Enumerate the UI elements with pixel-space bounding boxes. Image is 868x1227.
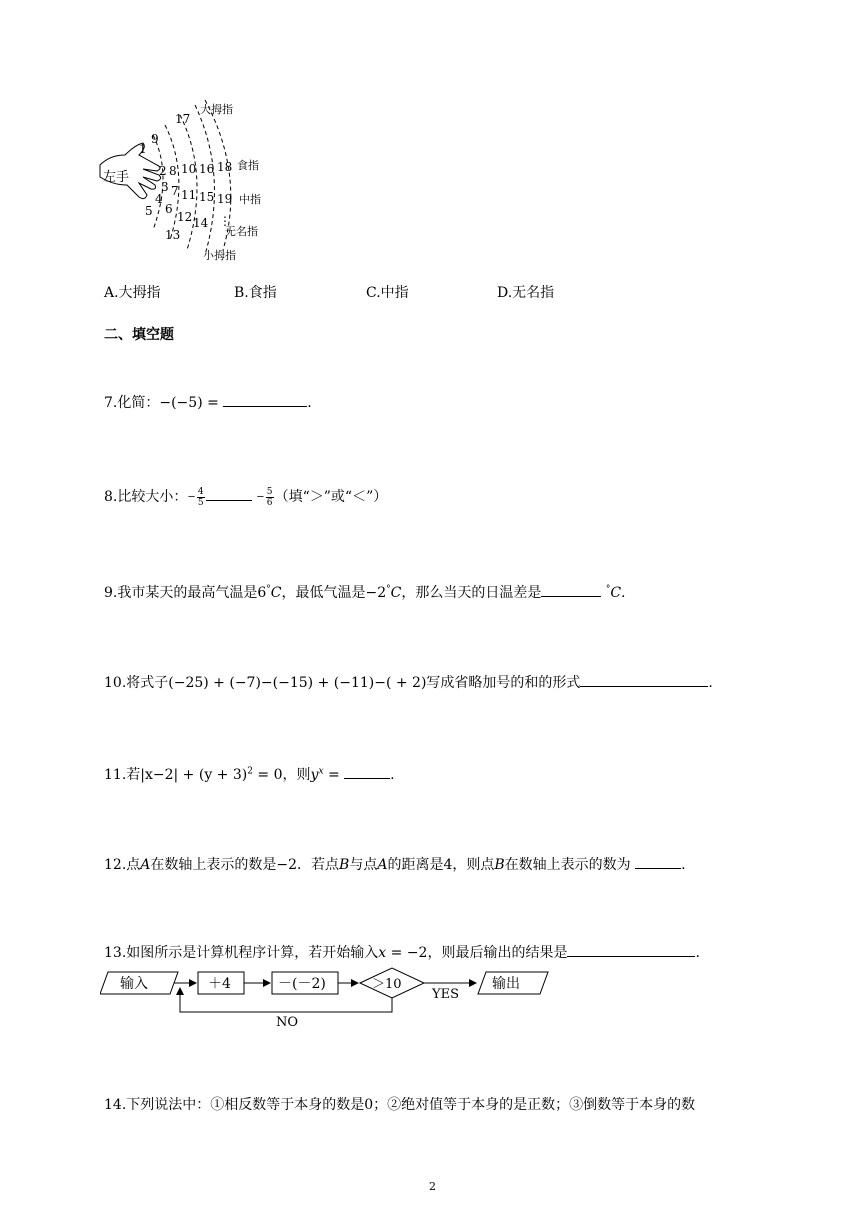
label-middle: 中指	[239, 193, 261, 206]
q8-neg1: −	[187, 491, 196, 503]
num-10: 10	[181, 162, 197, 176]
condition-label: ＞10	[372, 977, 402, 992]
q13-prefix: 13.如图所示是计算机程序计算，若开始输入	[104, 945, 379, 961]
question-14: 14.下列说法中：①相反数等于本身的数是0；②绝对值等于本身的是正数；③倒数等于本身的数	[104, 1097, 696, 1113]
section-title: 二、填空题	[104, 327, 174, 343]
q9-deg2: °	[386, 584, 391, 595]
question-7	[104, 392, 312, 412]
q12-text6: ，则点	[452, 857, 495, 873]
q9-unit2: C	[390, 585, 402, 601]
num-8: 8	[169, 164, 177, 178]
answer-blank[interactable]	[344, 777, 390, 779]
num-9: 9	[151, 132, 159, 146]
flowchart	[100, 966, 560, 1032]
num-5: 5	[145, 204, 153, 218]
hand-figure	[95, 95, 275, 270]
q12-text5: 的距离是	[387, 857, 444, 873]
no-label: NO	[276, 1015, 299, 1030]
answer-blank[interactable]	[206, 499, 252, 501]
page-number: 2	[429, 1180, 436, 1193]
option-a: A.大拇指	[104, 285, 161, 301]
num-18: 18	[217, 160, 233, 174]
num-2: 2	[159, 164, 167, 178]
num-4: 4	[155, 192, 163, 206]
q11-suffix: .	[390, 767, 395, 783]
q12-text1: 12.点	[104, 857, 141, 873]
num-13: 13	[165, 228, 181, 242]
answer-blank[interactable]	[580, 685, 708, 687]
num-3: 3	[161, 180, 169, 194]
num-12: 12	[177, 210, 193, 224]
q7-expr: −(−5) =	[159, 395, 219, 411]
frac2-num: 5	[266, 486, 273, 497]
q13-suffix: .	[695, 945, 700, 961]
q12-text2: 在数轴上表示的数是	[150, 857, 277, 873]
q12-A1: A	[140, 857, 151, 873]
question-9	[104, 582, 625, 602]
q8-suffix: （填“＞”或“＜”）	[274, 489, 388, 505]
q12-text7: 在数轴上表示的数为	[504, 857, 631, 873]
add-label: ＋4	[208, 976, 231, 992]
question-12	[104, 854, 686, 874]
num-16: 16	[199, 162, 215, 176]
num-6: 6	[165, 202, 173, 216]
q8-prefix: 8.比较大小：	[104, 489, 188, 505]
q13-x: x	[378, 945, 387, 961]
q12-v2: 4	[443, 857, 453, 873]
q11-exp: 2	[247, 766, 253, 777]
q12-text3: ．若点	[297, 857, 340, 873]
input-label: 输入	[120, 976, 148, 992]
q9-prefix: 9.我市某天的最高气温是	[104, 585, 258, 601]
q11-x: x	[318, 766, 324, 777]
q9-deg3: °	[605, 584, 611, 595]
q7-prefix: 7.化简：	[104, 395, 160, 411]
q9-t1: 6	[257, 585, 267, 601]
num-dots: ⋮	[219, 214, 231, 228]
q9-t2: −2	[365, 585, 387, 601]
left-hand-label: 左手	[103, 170, 130, 185]
sub-label: －(－2)	[278, 976, 326, 992]
q12-A2: A	[377, 857, 388, 873]
label-thumb: 大拇指	[200, 103, 233, 116]
q13-val: = −2	[386, 945, 428, 961]
num-11: 11	[181, 188, 197, 202]
q10-expr: (−25) + (−7)−(−15) + (−11)−( + 2)	[168, 675, 427, 691]
q10-suffix: .	[708, 675, 713, 691]
q10-mid: 写成省略加号的和的形式	[426, 675, 581, 691]
q12-v1: −2	[276, 857, 298, 873]
question-11	[104, 764, 395, 784]
fraction-2	[266, 487, 274, 508]
q9-unit3: C	[610, 585, 622, 601]
q9-deg1: °	[266, 584, 271, 595]
output-label: 输出	[492, 976, 520, 992]
frac2-den: 6	[266, 497, 273, 508]
question-10	[104, 672, 713, 692]
q12-suffix: .	[681, 857, 686, 873]
question-13	[104, 942, 700, 962]
num-17: 17	[175, 112, 191, 126]
label-pinky: 小拇指	[203, 249, 236, 262]
q11-eq2: =	[323, 767, 340, 783]
num-1: 1	[139, 142, 147, 156]
question-8	[104, 486, 387, 508]
label-ring: 无名指	[225, 225, 258, 238]
q11-prefix: 11.若	[104, 767, 141, 783]
option-d: D.无名指	[497, 285, 555, 301]
num-19: 19	[217, 192, 233, 206]
q9-unit1: C	[270, 585, 282, 601]
num-14: 14	[193, 216, 209, 230]
q8-neg2: −	[256, 491, 265, 503]
answer-blank[interactable]	[223, 405, 307, 407]
yes-label: YES	[432, 987, 459, 1002]
q11-eq: = 0，则	[252, 767, 311, 783]
q11-expr: |x−2| + (y + 3)	[140, 767, 248, 783]
q12-B1: B	[339, 857, 350, 873]
q12-B2: B	[494, 857, 505, 873]
frac1-num: 4	[197, 486, 204, 497]
q9-end: .	[621, 585, 626, 601]
arc-4	[195, 105, 214, 255]
q10-prefix: 10.将式子	[104, 675, 169, 691]
answer-blank[interactable]	[567, 955, 695, 957]
num-7: 7	[171, 184, 179, 198]
fraction-1	[197, 487, 205, 508]
q7-suffix: .	[307, 395, 312, 411]
q9-mid2: ，那么当天的日温差是	[401, 585, 542, 601]
num-15: 15	[199, 190, 215, 204]
answer-blank[interactable]	[541, 595, 601, 597]
label-index: 食指	[237, 159, 259, 172]
q11-y: y	[310, 767, 319, 783]
q13-mid: ，则最后输出的结果是	[427, 945, 568, 961]
frac1-den: 5	[197, 497, 204, 508]
answer-blank[interactable]	[635, 867, 681, 869]
q9-mid: ，最低气温是	[281, 585, 366, 601]
q12-text4: 与点	[349, 857, 378, 873]
option-c: C.中指	[366, 285, 409, 301]
option-b: B.食指	[234, 285, 277, 301]
